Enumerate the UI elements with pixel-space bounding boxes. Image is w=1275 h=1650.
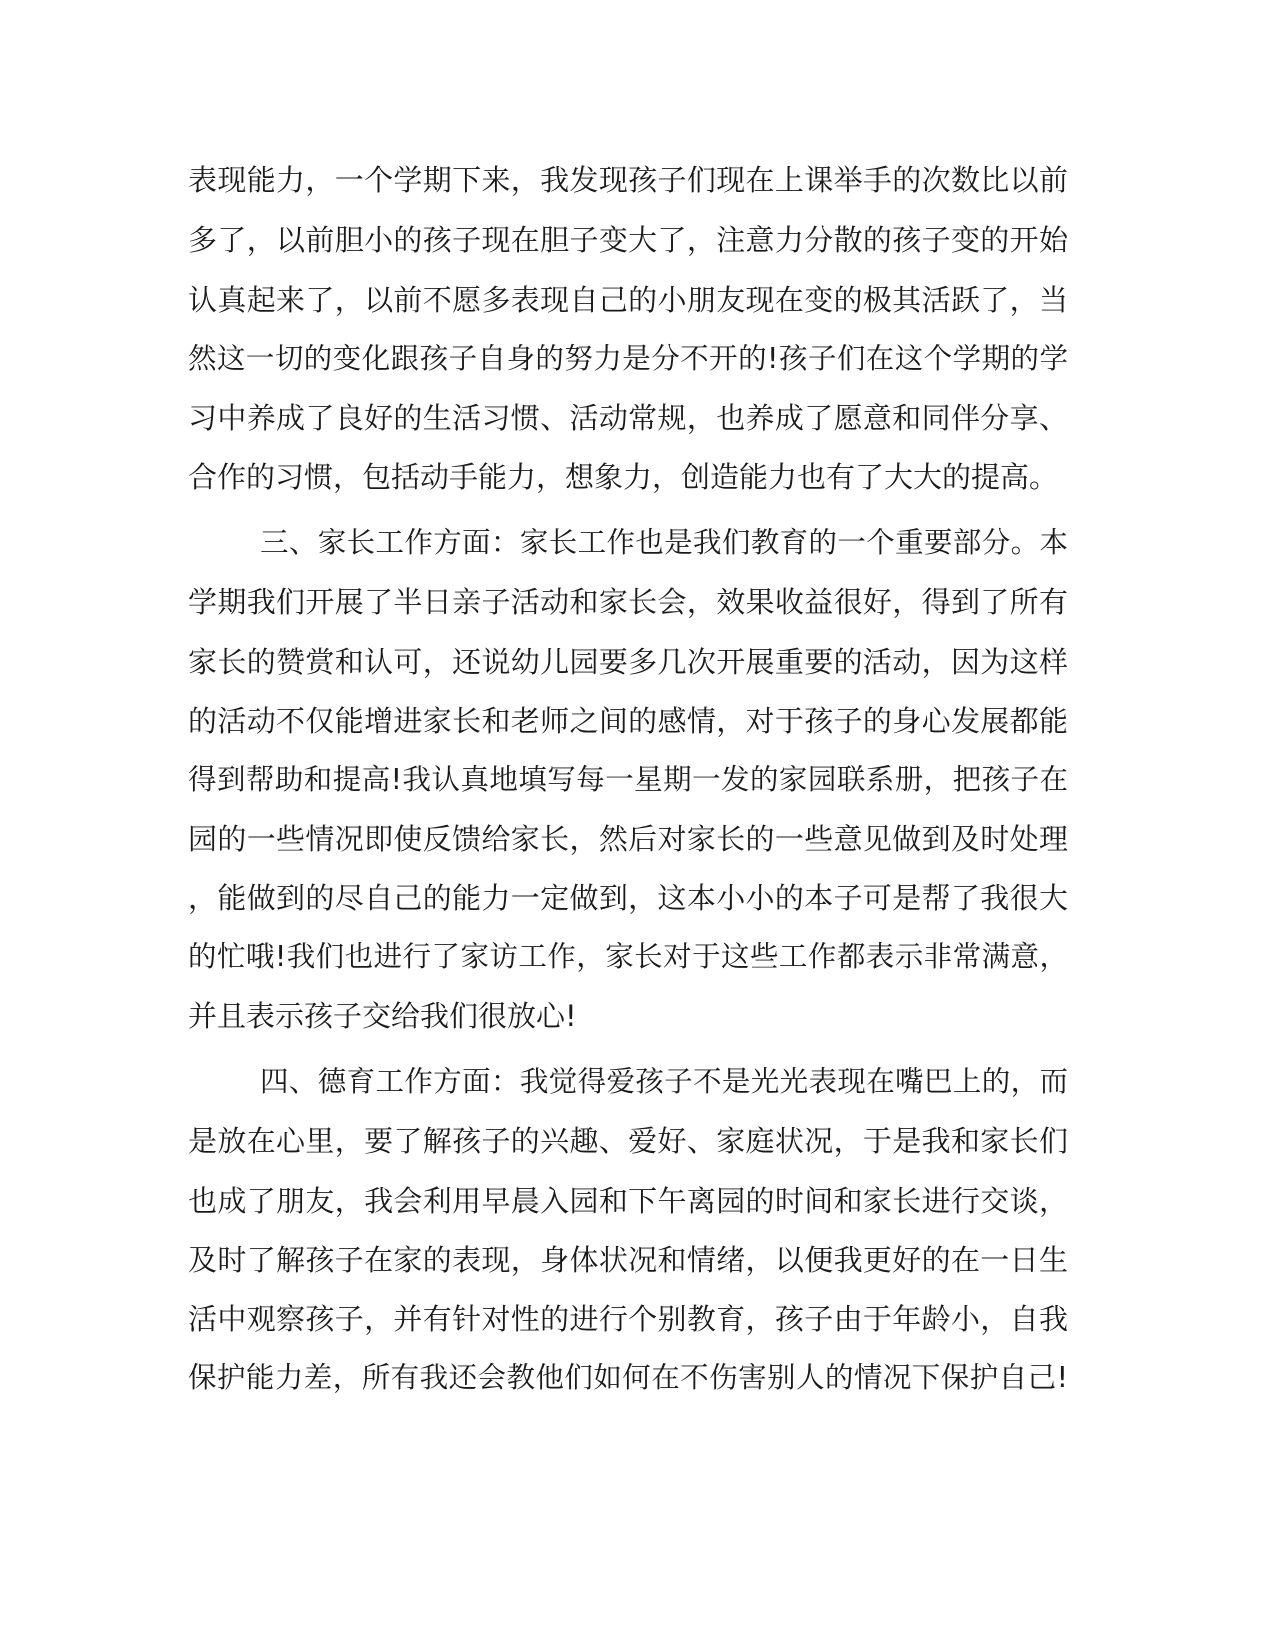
text-line: 的忙哦!我们也进行了家访工作，家长对于这些工作都表示非常满意， [188, 940, 1068, 973]
paragraph-heading-line: 三、家长工作方面：家长工作也是我们教育的一个重要部分。本 [260, 526, 1068, 559]
text-line: 合作的习惯，包括动手能力，想象力，创造能力也有了大大的提高。 [188, 460, 1059, 494]
text-line: 及时了解孩子在家的表现，身体状况和情绪，以便我更好的在一日生 [188, 1243, 1068, 1277]
text-line: 表现能力，一个学期下来，我发现孩子们现在上课举手的次数比以前 [188, 163, 1068, 197]
text-line: 园的一些情况即使反馈给家长，然后对家长的一些意见做到及时处理 [188, 822, 1068, 856]
text-line: 然这一切的变化跟孩子自身的努力是分不开的!孩子们在这个学期的学 [188, 342, 1068, 375]
text-line: 是放在心里，要了解孩子的兴趣、爱好、家庭状况，于是我和家长们 [188, 1124, 1068, 1158]
text-line: ，能做到的尽自己的能力一定做到，这本小小的本子可是帮了我很大 [188, 881, 1068, 915]
text-line: 家长的赞赏和认可，还说幼儿园要多几次开展重要的活动，因为这样 [188, 645, 1068, 679]
text-line: 也成了朋友，我会利用早晨入园和下午离园的时间和家长进行交谈， [188, 1184, 1068, 1218]
text-line: 得到帮助和提高!我认真地填写每一星期一发的家园联系册，把孩子在 [188, 763, 1068, 796]
text-line: 习中养成了良好的生活习惯、活动常规，也养成了愿意和同伴分享、 [188, 401, 1068, 435]
text-line: 保护能力差，所有我还会教他们如何在不伤害别人的情况下保护自己! [188, 1361, 1068, 1394]
text-line: 学期我们开展了半日亲子活动和家长会，效果收益很好，得到了所有 [188, 585, 1068, 619]
text-line: 多了，以前胆小的孩子现在胆子变大了，注意力分散的孩子变的开始 [188, 223, 1068, 257]
text-line: 活中观察孩子，并有针对性的进行个别教育，孩子由于年龄小，自我 [188, 1302, 1068, 1336]
text-line: 的活动不仅能增进家长和老师之间的感情，对于孩子的身心发展都能 [188, 704, 1068, 738]
paragraph-heading-line: 四、德育工作方面：我觉得爱孩子不是光光表现在嘴巴上的，而 [260, 1065, 1068, 1098]
text-line: 并且表示孩子交给我们很放心! [188, 999, 577, 1033]
text-line: 认真起来了，以前不愿多表现自己的小朋友现在变的极其活跃了，当 [188, 283, 1068, 317]
